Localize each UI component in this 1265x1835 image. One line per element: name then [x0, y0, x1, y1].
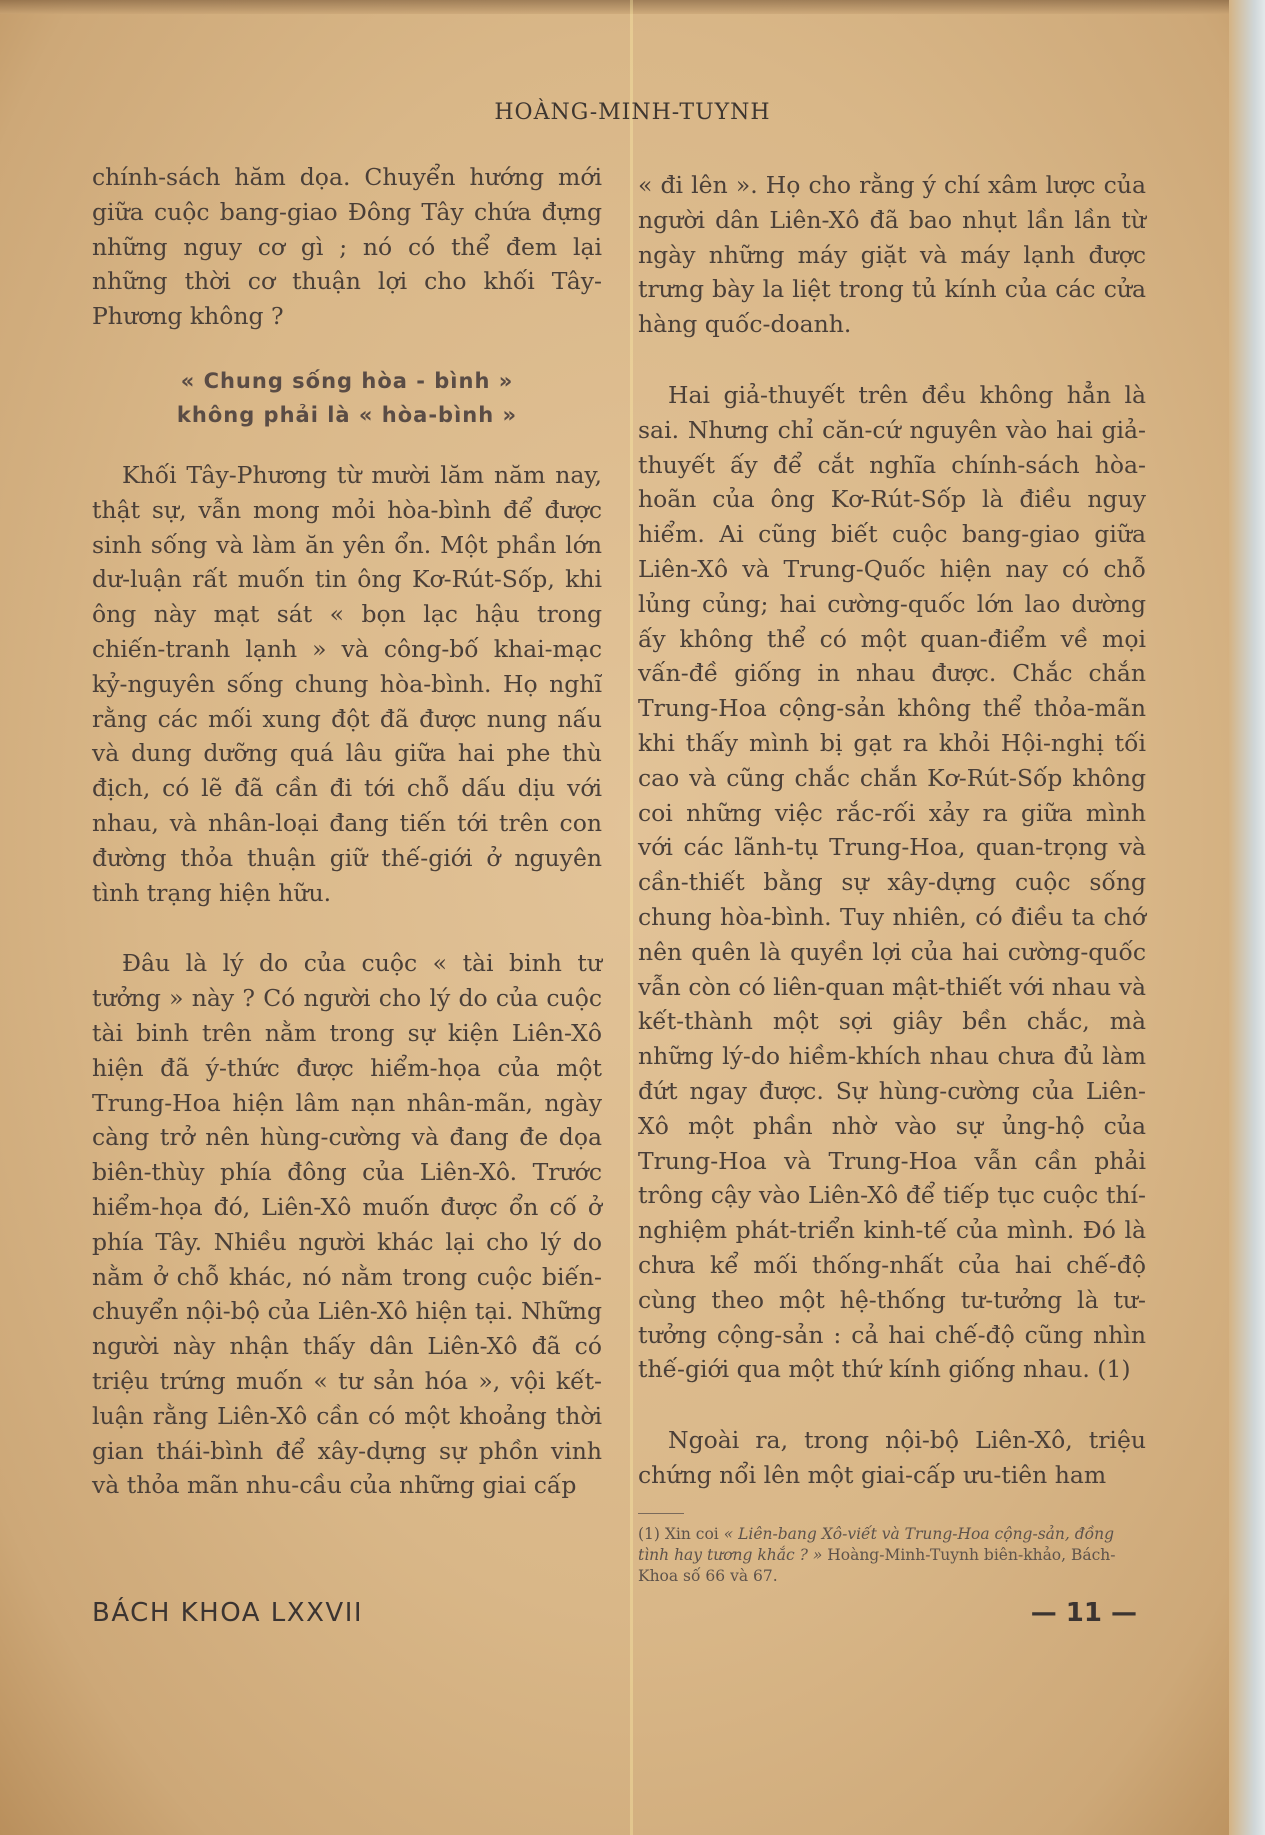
- left-paragraph-2: Khối Tây-Phương từ mười lăm năm nay, thật sự, vẫn mong mỏi hòa-bình để được sinh sống và làm ăn yên ổn. Một phần lớn dư-luận rất muốn tin ông Kơ-Rút-Sốp, khi ông này mạt sát « bọn lạc hậu trong chiến-tranh lạnh » và công-bố khai-mạc kỷ-nguyên sống chung hòa-bình. Họ nghĩ rằng các mối xung đột đã được nung nấu và dung dưỡng quá lâu giữa hai phe thù địch, có lẽ đã cần đi tới chỗ dấu dịu với nhau, và nhân-loại đang tiến tới trên con đường thỏa thuận giữ thế-giới ở nguyên tình trạng hiện hữu.: [92, 460, 602, 907]
- right-column: [638, 168, 1146, 1587]
- right-paragraph-2: Hai giả-thuyết trên đều không hẳn là sai. Nhưng chỉ căn-cứ nguyên vào hai giả-thuyết ấy để cắt nghĩa chính-sách hòa-hoãn của ông Kơ-Rút-Sốp là điều nguy hiểm. Ai cũng biết cuộc bang-giao giữa Liên-Xô và Trung-Quốc hiện nay có chỗ lủng củng; hai cường-quốc lớn lao dường ấy không thể có một quan-điểm về mọi vấn-đề giống in nhau được. Chắc chắn Trung-Hoa cộng-sản không thể thỏa-mãn khi thấy mình bị gạt ra khỏi Hội-nghị tối cao và cũng chắc chắn Kơ-Rút-Sốp không coi những việc rắc-rối xảy ra giữa mình với các lãnh-tụ Trung-Hoa, quan-trọng và cần-thiết bằng sự xây-dựng cuộc sống chung hòa-bình. Tuy nhiên, có điều ta chớ nên quên là quyền lợi của hai cường-quốc vẫn còn có liên-quan mật-thiết với nhau và kết-thành một sợi giây bền chắc, mà những lý-do hiềm-khích nhau chưa đủ làm đứt ngay được. Sự hùng-cường của Liên-Xô một phần nhờ vào sự ủng-hộ của Trung-Hoa và Trung-Hoa vẫn cần phải trông cậy vào Liên-Xô để tiếp tục cuộc thí-nghiệm phát-triển kinh-tế của mình. Đó là chưa kể mối thống-nhất của hai chế-độ cùng theo một hệ-thống tư-tưởng là tư-tưởng cộng-sản : cả hai chế-độ cũng nhìn thế-giới qua một thứ kính giống nhau. (1): [638, 380, 1146, 1384]
- page-number: — 11 —: [1030, 1598, 1137, 1628]
- footnote: [638, 1524, 1146, 1587]
- center-fold: [630, 0, 633, 1835]
- page-edge-right: [1229, 0, 1265, 1835]
- right-paragraph-3: Ngoài ra, trong nội-bộ Liên-Xô, triệu chứng nổi lên một giai-cấp ưu-tiên ham: [638, 1426, 1146, 1489]
- footnote-title: « Liên-bang Xô-viết và Trung-Hoa cộng-sản, đồng tình hay tương khắc ? »: [638, 1524, 1115, 1564]
- left-paragraph-1: chính-sách hăm dọa. Chuyển hướng mới giữa cuộc bang-giao Đông Tây chứa đựng những nguy cơ gì ; nó có thể đem lại những thời cơ thuận lợi cho khối Tây-Phương không ?: [92, 163, 602, 331]
- left-paragraph-3: Đâu là lý do của cuộc « tài binh tư tưởng » này ? Có người cho lý do của cuộc tài binh trên nằm trong sự kiện Liên-Xô hiện đã ý-thức được hiểm-họa của một Trung-Hoa hiện lâm nạn nhân-mãn, ngày càng trở nên hùng-cường và đang đe dọa biên-thùy phía đông của Liên-Xô. Trước hiểm-họa đó, Liên-Xô muốn được ổn cố ở phía Tây. Nhiều người khác lại cho lý do nằm ở chỗ khác, nó nằm trong cuộc biến-chuyển nội-bộ của Liên-Xô hiện tại. Những người này nhận thấy dân Liên-Xô đã có triệu trứng muốn « tư sản hóa », vội kết-luận rằng Liên-Xô cần có một khoảng thời gian thái-bình để xây-dựng sự phồn vinh và thỏa mãn nhu-cầu của những giai cấp: [92, 949, 602, 1500]
- footnote-rule: [638, 1513, 684, 1514]
- right-paragraph-1: « đi lên ». Họ cho rằng ý chí xâm lược của người dân Liên-Xô đã bao nhụt lần lần từ ngày những máy giặt và máy lạnh được trưng bày la liệt trong tủ kính của các cửa hàng quốc-doanh.: [638, 171, 1146, 339]
- section-heading: [92, 364, 602, 432]
- section-heading-line-1: « Chung sống hòa - bình »: [180, 368, 514, 393]
- section-heading-line-2: không phải là « hòa-bình »: [176, 402, 518, 427]
- footnote-mark: (1) Xin coi: [638, 1524, 724, 1543]
- left-column: [92, 160, 602, 1503]
- running-header: HOÀNG-MINH-TUYNH: [494, 100, 771, 125]
- journal-name: BÁCH KHOA LXXVII: [92, 1598, 364, 1628]
- footnote-rest: Hoàng-Minh-Tuynh biên-khảo, Bách-Khoa số 66 và 67.: [638, 1545, 1116, 1585]
